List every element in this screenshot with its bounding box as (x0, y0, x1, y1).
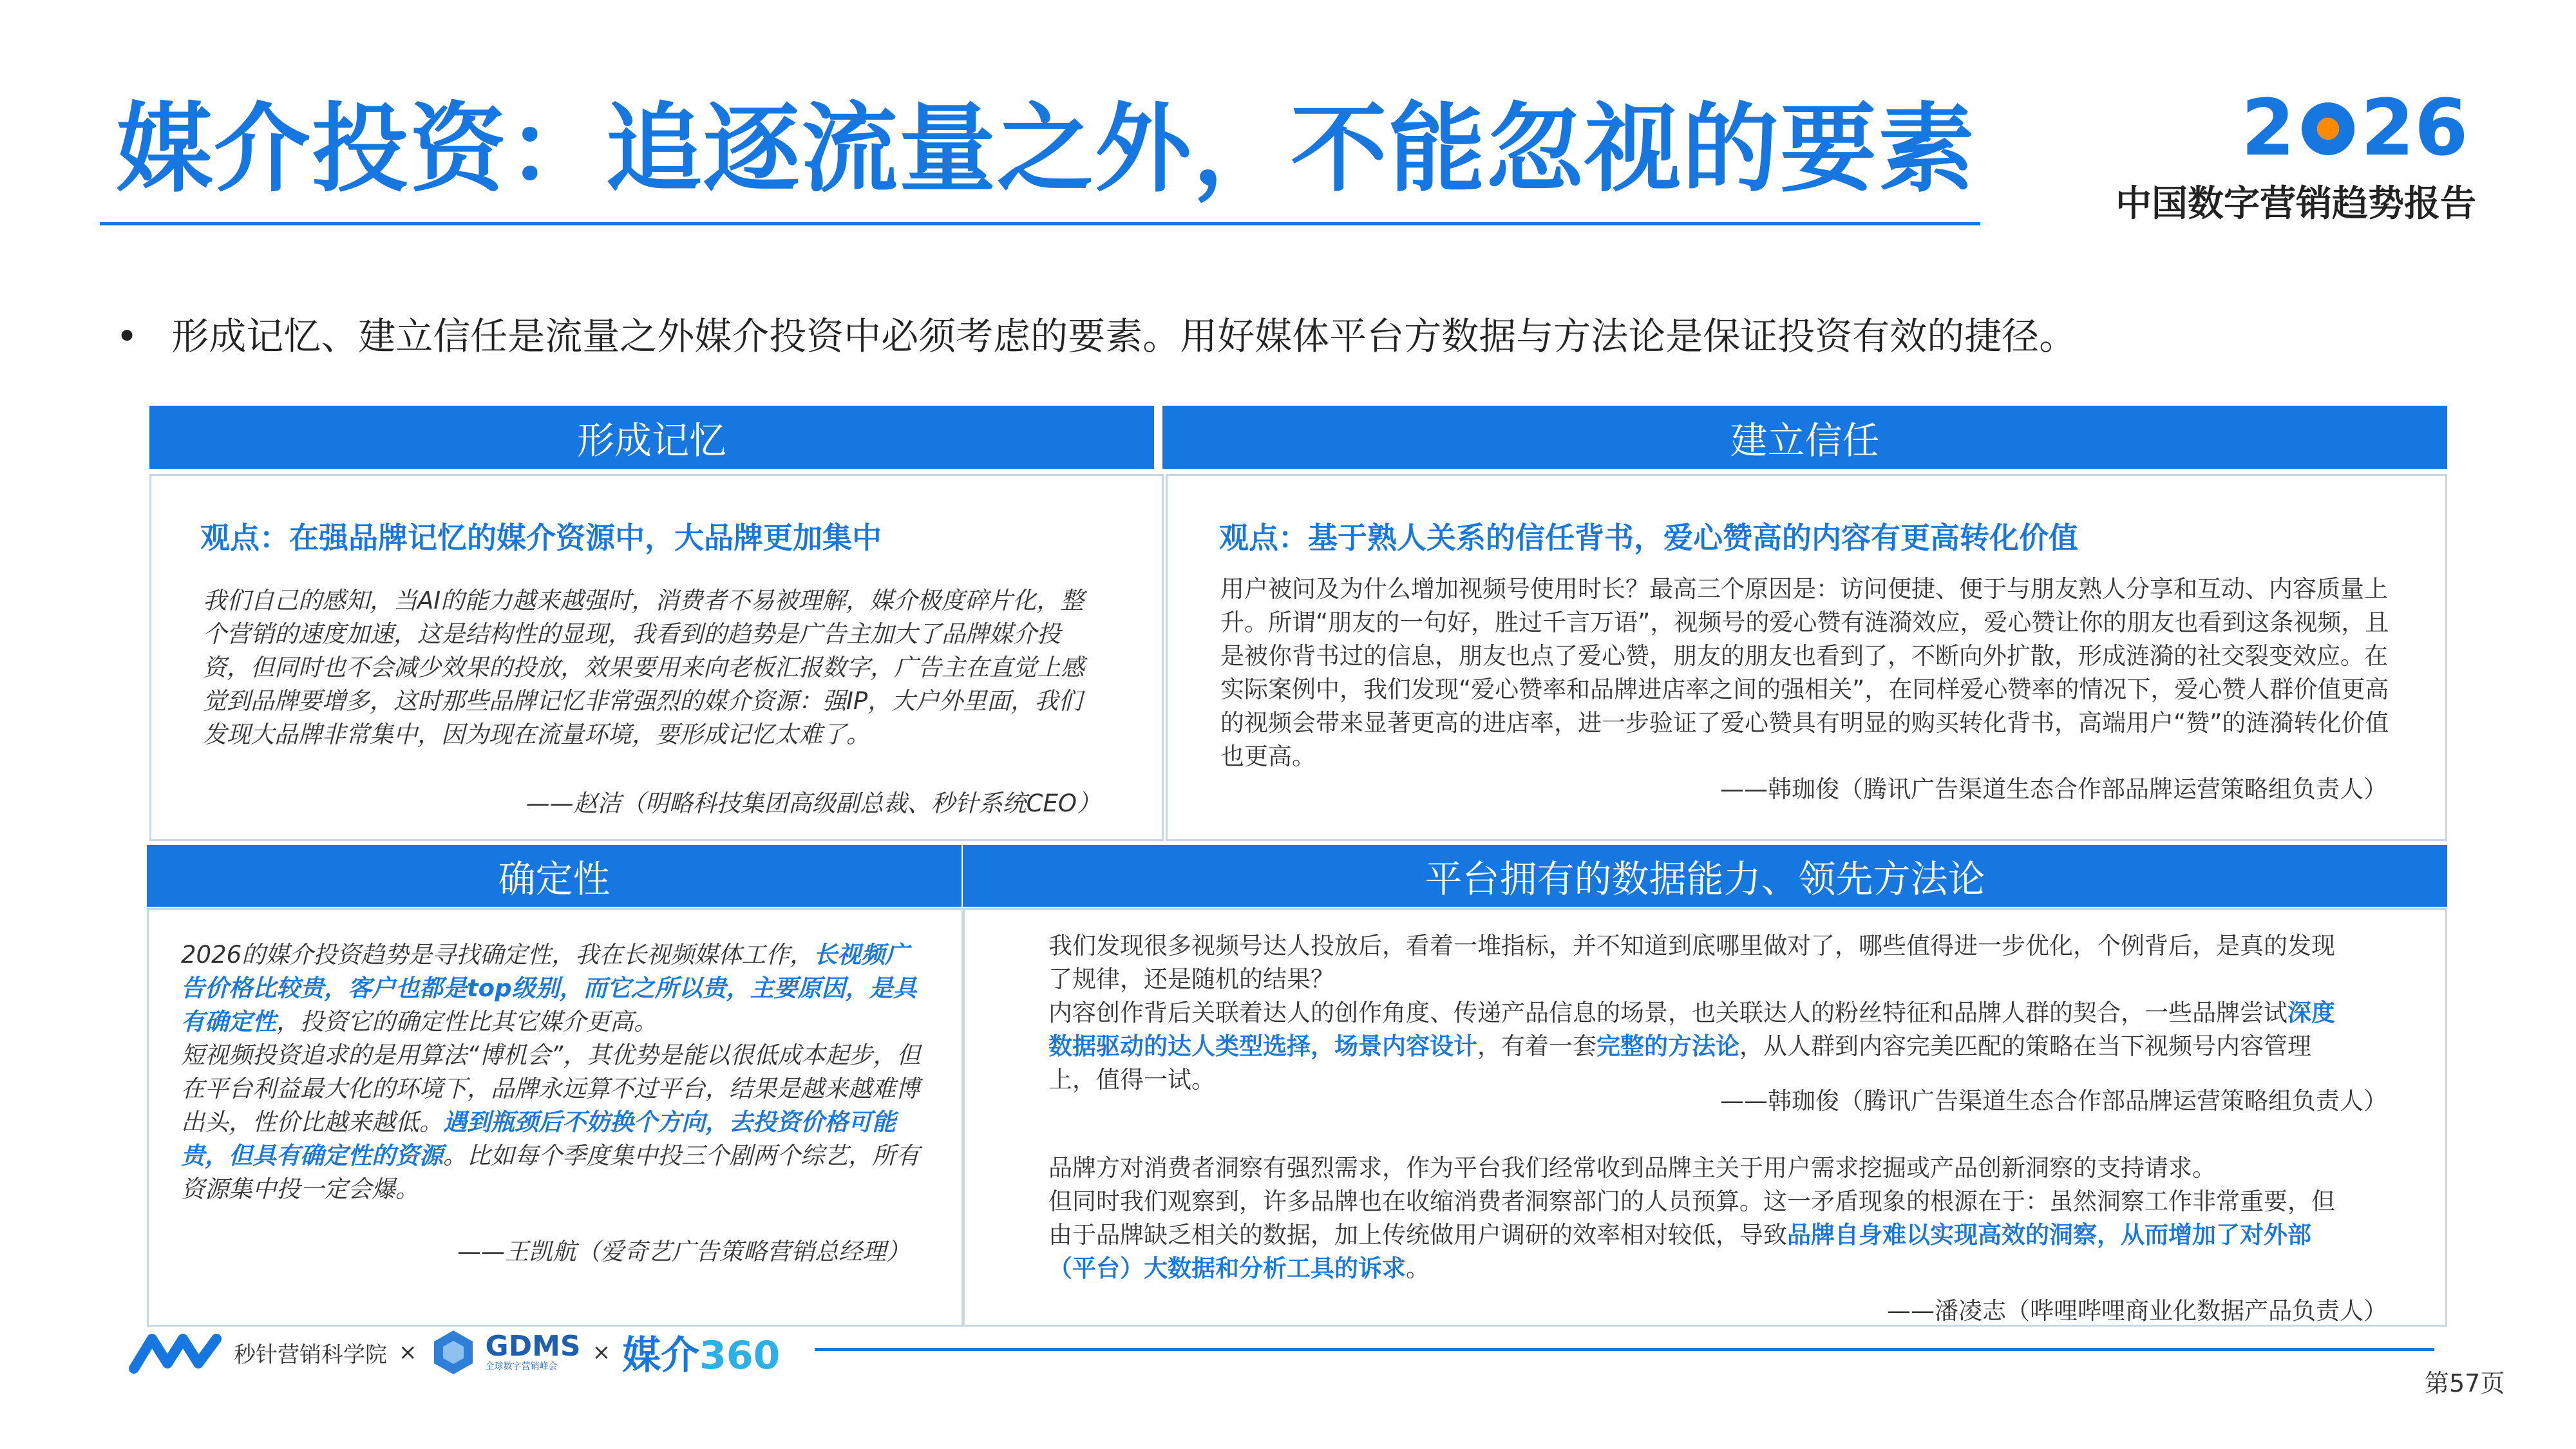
logo-year-right: 26 (2360, 84, 2468, 173)
platform-q2-highlight: 品牌自身难以实现高效的洞察，从而增加了对外部（平台）大数据和分析工具的诉求 (1048, 1221, 2311, 1282)
platform-q1-highlight-2: 完整的方法论 (1596, 1032, 1739, 1060)
certainty-quote (181, 938, 928, 1206)
trust-viewpoint: 观点：基于熟人关系的信任背书，爱心赞高的内容有更高转化价值 (1219, 520, 2078, 555)
brand-gdms (486, 1332, 581, 1372)
platform-q2-text: 品牌方对消费者洞察有强烈需求，作为平台我们经常收到品牌主关于用户需求挖掘或产品创新洞察的支持请求。 (1048, 1154, 2216, 1182)
platform-quote-1 (1048, 929, 2349, 1097)
report-name: 中国数字营销趋势报告 (2116, 183, 2476, 225)
gdms-logo-icon (429, 1328, 478, 1377)
certainty-p1-end: ，投资它的确定性比其它媒介更高。 (276, 1008, 658, 1036)
title-divider (100, 222, 1980, 225)
certainty-card (147, 908, 963, 1327)
lead-bullet (116, 306, 2076, 360)
brand-meijie360 (622, 1325, 780, 1380)
times-sign-2: × (592, 1340, 611, 1365)
memory-card (149, 474, 1164, 841)
meijie360-number: 360 (699, 1333, 781, 1378)
platform-q1-highlight-1: 深度数据驱动的达人类型选择，场景内容设计 (1048, 999, 2335, 1060)
gdms-name: GDMS (485, 1330, 581, 1363)
meijie360-text: 媒介 (622, 1333, 700, 1378)
logo-year-left: 2 (2241, 84, 2295, 173)
logo-ring-icon (2302, 102, 2354, 155)
trust-signature: ——韩珈俊（腾讯广告渠道生态合作部品牌运营策略组负责人） (1720, 775, 2387, 803)
platform-q1-text-4: ，从人群到内容完美匹配的策略在当下视频号内容管理上，值得一试。 (1048, 1032, 2311, 1094)
lead-text: 形成记忆、建立信任是流量之外媒介投资中必须考虑的要素。用好媒体平台方数据与方法论是保证投资有效的捷径。 (171, 314, 2077, 358)
platform-quote-2 (1048, 1151, 2349, 1285)
platform-q1-text-2: 内容创作背后关联着达人的创作角度、传递产品信息的场景，也关联达人的粉丝特征和品牌人群的契合，一些品牌尝试 (1048, 999, 2287, 1027)
gdms-subtitle: 全球数字营销峰会 (485, 1361, 558, 1372)
trust-quote: 用户被问及为什么增加视频号使用时长？最高三个原因是：访问便捷、便于与朋友熟人分享和互动、内容质量上升。所谓“朋友的一句好，胜过千言万语”，视频号的爱心赞有涟漪效应，爱心赞让你的朋友也看到这条视频，且是被你背书过的信息，朋友也点了爱心赞，朋友的朋友也看到了，不断向外扩散，形成涟漪的社交裂变效应。在实际案例中，我们发现“爱心赞率和品牌进店率之间的强相关”，在同样爱心赞率的情况下，爱心赞人群价值更高的视频会带来显著更高的进店率，进一步验证了爱心赞具有明显的购买转化背书，高端用户“赞”的涟漪转化价值也更高。 (1220, 575, 2389, 770)
certainty-p2-text: 短视频投资追求的是用算法“博机会”，其优势是能以很低成本起步，但在平台利益最大化的环境下，品牌永远算不过平台，结果是越来越难博出头，性价比越来越低。 (181, 1041, 921, 1136)
platform-q1-text: 我们发现很多视频号达人投放后，看着一堆指标，并不知道到底哪里做对了，哪些值得进一步优化，个例背后，是真的发现了规律，还是随机的结果？ (1048, 932, 2335, 993)
section-header-certainty: 确定性 (147, 845, 961, 907)
memory-signature: ——赵洁（明略科技集团高级副总裁、秒针系统CEO） (526, 790, 1101, 817)
miaozhen-logo-icon (129, 1330, 222, 1375)
report-year-logo (2241, 84, 2468, 173)
times-sign-1: × (399, 1340, 417, 1365)
section-header-platform: 平台拥有的数据能力、领先方法论 (963, 845, 2447, 907)
platform-signature-1: ——韩珈俊（腾讯广告渠道生态合作部品牌运营策略组负责人） (1720, 1087, 2387, 1115)
memory-quote: 我们自己的感知，当AI的能力越来越强时，消费者不易被理解，媒介极度碎片化，整个营销的速度加速，这是结构性的显现，我看到的趋势是广告主加大了品牌媒介投资，但同时也不会减少效果的投放，效果要用来向老板汇报数字，广告主在直觉上感觉到品牌要增多，这时那些品牌记忆非常强烈的媒介资源：强IP，大户外里面，我们发现大品牌非常集中，因为现在流量环境，要形成记忆太难了。 (203, 587, 1084, 748)
bullet-icon: • (116, 314, 138, 358)
platform-q2-end: 。 (1406, 1255, 1430, 1282)
certainty-p2-end: 。比如每个季度集中投三个剧两个综艺，所有资源集中投一定会爆。 (181, 1142, 920, 1203)
section-header-memory: 形成记忆 (149, 406, 1154, 469)
platform-signature-2: ——潘凌志（哔哩哔哩商业化数据产品负责人） (1887, 1297, 2387, 1325)
certainty-p1-highlight: 长视频广告价格比较贵，客户也都是top级别，而它之所以贵，主要原因，是具有确定性 (181, 941, 917, 1036)
platform-card (963, 908, 2447, 1327)
certainty-p1-text: 2026的媒介投资趋势是寻找确定性，我在长视频媒体工作， (181, 941, 814, 969)
page-title: 媒介投资：追逐流量之外，不能忽视的要素 (116, 93, 1976, 205)
certainty-signature: ——王凯航（爱奇艺广告策略营销总经理） (457, 1238, 910, 1265)
brand-miaozhen: 秒针营销科学院 (234, 1341, 387, 1368)
platform-q1-text-3: ，有着一套 (1477, 1032, 1596, 1060)
page-number: 第57页 (2425, 1369, 2505, 1397)
trust-card (1166, 474, 2447, 841)
section-header-trust: 建立信任 (1162, 406, 2447, 469)
footer-divider (815, 1348, 2434, 1351)
platform-q2-text-2: 但同时我们观察到，许多品牌也在收缩消费者洞察部门的人员预算。这一矛盾现象的根源在于：虽然洞察工作非常重要，但由于品牌缺乏相关的数据，加上传统做用户调研的效率相对较低，导致 (1048, 1188, 2335, 1249)
certainty-p2-highlight: 遇到瓶颈后不妨换个方向，去投资价格可能贵，但具有确定性的资源 (181, 1108, 896, 1170)
memory-viewpoint: 观点：在强品牌记忆的媒介资源中，大品牌更加集中 (200, 520, 882, 555)
footer-logos (129, 1327, 780, 1378)
